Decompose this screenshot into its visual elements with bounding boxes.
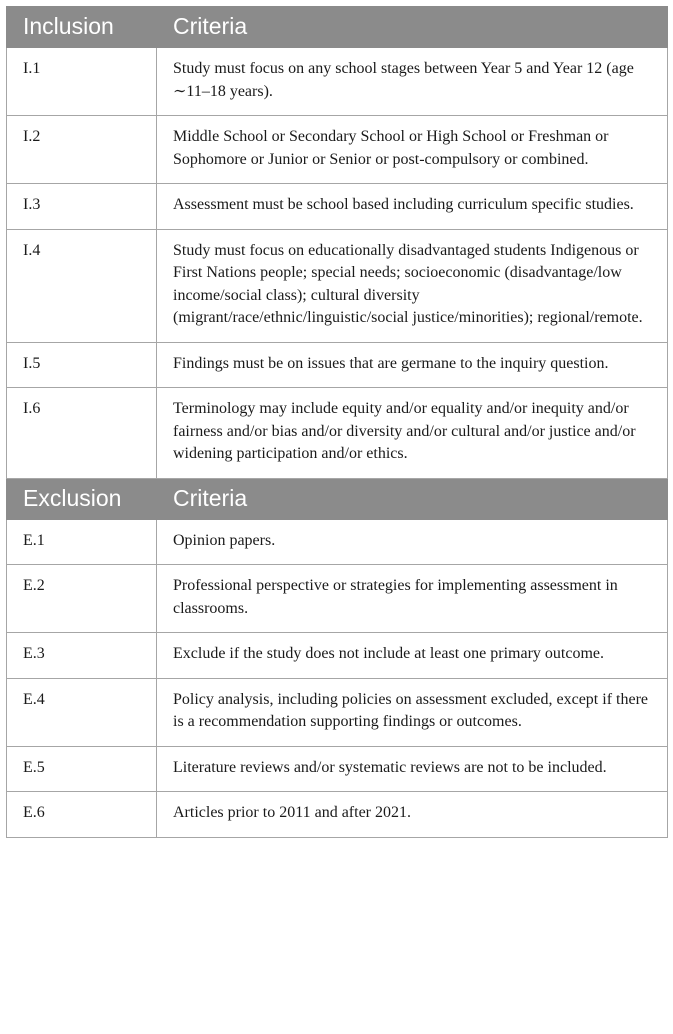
criterion-code: E.5 [7, 746, 157, 792]
criterion-code: I.1 [7, 48, 157, 116]
criterion-text: Literature reviews and/or systematic reviews are not to be included. [157, 746, 668, 792]
criterion-code: E.6 [7, 792, 157, 838]
inclusion-header-row [7, 7, 668, 48]
criterion-code: I.5 [7, 342, 157, 388]
table-row [7, 678, 668, 746]
table-row [7, 116, 668, 184]
table-row [7, 633, 668, 679]
table-row [7, 519, 668, 565]
criterion-code: E.3 [7, 633, 157, 679]
criterion-text: Terminology may include equity and/or equality and/or inequity and/or fairness and/or bias and/or diversity and/or cultural and/or justice and/or widening participation and/or ethics. [157, 388, 668, 479]
exclusion-header-label: Exclusion [7, 478, 157, 519]
criteria-table [6, 6, 668, 838]
exclusion-header-row [7, 478, 668, 519]
criterion-text: Professional perspective or strategies for implementing assessment in classrooms. [157, 565, 668, 633]
criterion-code: E.2 [7, 565, 157, 633]
table-row [7, 388, 668, 479]
table-row [7, 792, 668, 838]
criterion-text: Exclude if the study does not include at least one primary outcome. [157, 633, 668, 679]
criterion-text: Study must focus on any school stages between Year 5 and Year 12 (age ∼11–18 years). [157, 48, 668, 116]
criterion-text: Articles prior to 2011 and after 2021. [157, 792, 668, 838]
criterion-code: I.4 [7, 229, 157, 342]
criterion-code: I.6 [7, 388, 157, 479]
table-row [7, 184, 668, 230]
table-row [7, 229, 668, 342]
criterion-text: Opinion papers. [157, 519, 668, 565]
table-row [7, 342, 668, 388]
criterion-text: Middle School or Secondary School or High School or Freshman or Sophomore or Junior or Senior or post-compulsory or combined. [157, 116, 668, 184]
criterion-code: I.2 [7, 116, 157, 184]
criterion-code: I.3 [7, 184, 157, 230]
criterion-text: Assessment must be school based including curriculum specific studies. [157, 184, 668, 230]
criterion-code: E.4 [7, 678, 157, 746]
table-row [7, 48, 668, 116]
criterion-text: Policy analysis, including policies on assessment excluded, except if there is a recommendation supporting findings or outcomes. [157, 678, 668, 746]
inclusion-header-label: Inclusion [7, 7, 157, 48]
inclusion-criteria-header: Criteria [157, 7, 668, 48]
exclusion-criteria-header: Criteria [157, 478, 668, 519]
criterion-text: Study must focus on educationally disadvantaged students Indigenous or First Nations people; special needs; socioeconomic (disadvantage/low income/social class); cultural diversity (migrant/race/ethnic/linguistic/social justice/minorities); regional/remote. [157, 229, 668, 342]
criterion-text: Findings must be on issues that are germane to the inquiry question. [157, 342, 668, 388]
criterion-code: E.1 [7, 519, 157, 565]
table-row [7, 746, 668, 792]
table-row [7, 565, 668, 633]
